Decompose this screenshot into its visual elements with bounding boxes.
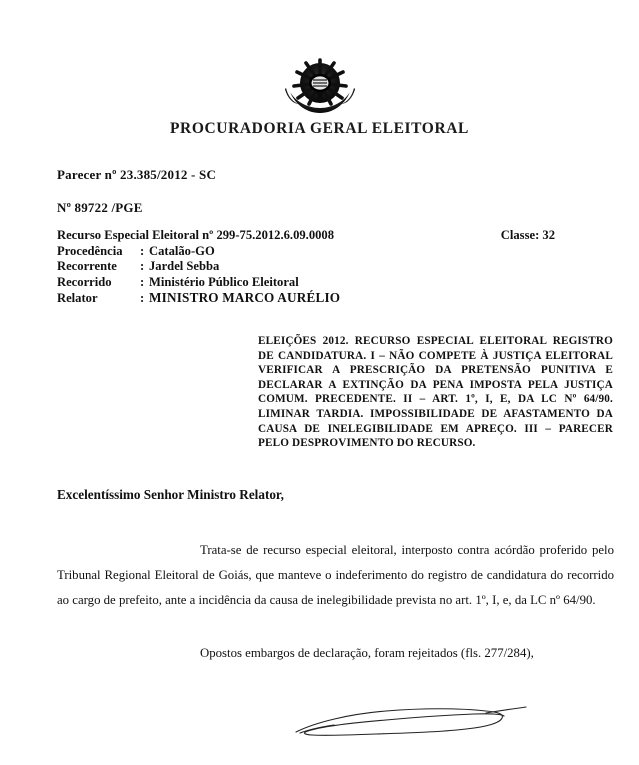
case-label: Relator bbox=[57, 291, 98, 306]
brazil-coat-of-arms-icon bbox=[282, 58, 358, 116]
parecer-number: Parecer nº 23.385/2012 - SC bbox=[57, 167, 217, 182]
case-class: Classe: 32 bbox=[500, 228, 555, 242]
case-value: Ministério Público Eleitoral bbox=[149, 274, 299, 289]
handwritten-signature-icon bbox=[290, 702, 530, 754]
case-appeal-row bbox=[57, 228, 617, 244]
case-label: Recorrente bbox=[57, 259, 117, 274]
case-label: Recorrido bbox=[57, 274, 112, 289]
signature-area bbox=[290, 702, 530, 754]
salutation: Excelentíssimo Senhor Ministro Relator, bbox=[57, 487, 284, 502]
case-details-block bbox=[57, 228, 617, 307]
ementa-summary: ELEIÇÕES 2012. RECURSO ESPECIAL ELEITORAL REGISTRO DE CANDIDATURA. I – NÃO COMPETE À JUSTIÇA ELEITORAL VERIFICAR A PRESCRIÇÃO DA PRETENSÃO PUNITIVA E DECLARAR A EXTINÇÃO DA PENA IMPOSTA PELA JUSTIÇA COMUM. PRECEDENTE. II – ART. 1º, I, E, DA LC Nº 64/90. LIMINAR TARDIA. IMPOSSIBILIDADE DE AFASTAMENTO DA CAUSA DE INELEGIBILIDADE EM APREÇO. III – PARECER PELO DESPROVIMENTO DO RECURSO. bbox=[258, 335, 613, 450]
case-row-recorrente bbox=[57, 259, 617, 275]
document-header bbox=[0, 58, 639, 138]
case-value: Jardel Sebba bbox=[149, 259, 220, 274]
case-label: Procedência bbox=[57, 243, 123, 258]
appeal-number: Recurso Especial Eleitoral nº 299-75.2012.6.09.0008 bbox=[57, 228, 335, 242]
case-separator: : bbox=[140, 274, 145, 289]
organization-title: PROCURADORIA GERAL ELEITORAL bbox=[169, 120, 469, 137]
case-separator: : bbox=[140, 291, 145, 306]
case-row-recorrido bbox=[57, 275, 617, 291]
pge-number: Nº 89722 /PGE bbox=[57, 200, 143, 215]
case-value: Catalão-GO bbox=[149, 243, 215, 258]
body-paragraph-2: Opostos embargos de declaração, foram rejeitados (fls. 277/284), bbox=[200, 646, 534, 660]
case-row-procedencia bbox=[57, 244, 617, 260]
case-value: MINISTRO MARCO AURÉLIO bbox=[149, 290, 341, 306]
case-separator: : bbox=[140, 243, 145, 258]
case-row-relator bbox=[57, 290, 617, 307]
case-separator: : bbox=[140, 259, 145, 274]
body-paragraph-1: Trata-se de recurso especial eleitoral, interposto contra acórdão proferido pelo Tribunal Regional Eleitoral de Goiás, que manteve o indeferimento do registro de candidatura do recorrido ao cargo de prefeito, ante a incidência da causa de inelegibilidade prevista no art. 1º, I, e, da LC nº 64/90. bbox=[57, 543, 614, 607]
